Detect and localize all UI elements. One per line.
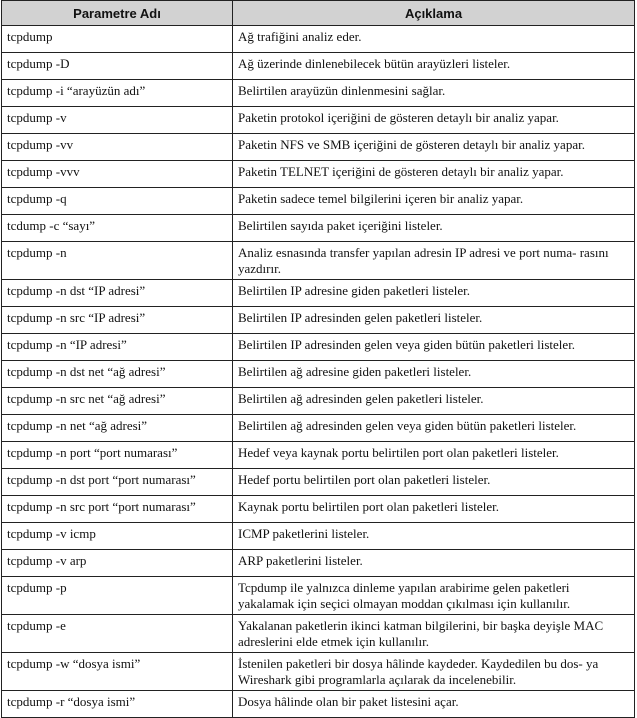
header-parameter-name: Parametre Adı — [2, 1, 233, 26]
table-row — [2, 26, 635, 53]
table-row — [2, 307, 635, 334]
description-cell: ARP paketlerini listeler. — [233, 550, 635, 577]
table-row — [2, 215, 635, 242]
table-row — [2, 53, 635, 80]
description-cell: Tcpdump ile yalnızca dinleme yapılan arabirime gelen paketleri yakalamak için seçici olmayan moddan çıkılması için kullanılır. — [233, 577, 635, 615]
header-description: Açıklama — [233, 1, 635, 26]
parameter-cell: tcpdump -n dst “IP adresi” — [2, 280, 233, 307]
table-row — [2, 188, 635, 215]
parameter-cell: tcpdump -n “IP adresi” — [2, 334, 233, 361]
description-cell: Belirtilen ağ adresine giden paketleri listeler. — [233, 361, 635, 388]
table-row — [2, 653, 635, 691]
description-cell: Ağ trafiğini analiz eder. — [233, 26, 635, 53]
parameter-cell: tcpdump -n port “port numarası” — [2, 442, 233, 469]
table-row — [2, 242, 635, 280]
parameter-cell: tcpdump -p — [2, 577, 233, 615]
description-cell: Ağ üzerinde dinlenebilecek bütün arayüzleri listeler. — [233, 53, 635, 80]
description-cell: Belirtilen arayüzün dinlenmesini sağlar. — [233, 80, 635, 107]
table-row — [2, 615, 635, 653]
table-row — [2, 361, 635, 388]
table-row — [2, 280, 635, 307]
parameter-cell: tcpdump -n src port “port numarası” — [2, 496, 233, 523]
parameter-cell: tcpdump -v — [2, 107, 233, 134]
description-cell: Yakalanan paketlerin ikinci katman bilgilerini, bir başka deyişle MAC adreslerini elde etmek için kullanılır. — [233, 615, 635, 653]
parameter-cell: tcpdump -vv — [2, 134, 233, 161]
description-cell: Belirtilen ağ adresinden gelen paketleri listeler. — [233, 388, 635, 415]
description-cell: Paketin NFS ve SMB içeriğini de gösteren detaylı bir analiz yapar. — [233, 134, 635, 161]
description-cell: Hedef veya kaynak portu belirtilen port olan paketleri listeler. — [233, 442, 635, 469]
table-row — [2, 442, 635, 469]
parameter-cell: tcpdump -i “arayüzün adı” — [2, 80, 233, 107]
table-row — [2, 415, 635, 442]
parameter-cell: tcpdump -q — [2, 188, 233, 215]
description-cell: Belirtilen ağ adresinden gelen veya giden bütün paketleri listeler. — [233, 415, 635, 442]
parameter-cell: tcpdump -v arp — [2, 550, 233, 577]
parameter-cell: tcpdump -n dst port “port numarası” — [2, 469, 233, 496]
description-cell: Belirtilen sayıda paket içeriğini listeler. — [233, 215, 635, 242]
description-cell: Hedef portu belirtilen port olan paketleri listeler. — [233, 469, 635, 496]
table-row — [2, 334, 635, 361]
description-cell: Belirtilen IP adresine giden paketleri listeler. — [233, 280, 635, 307]
table-row — [2, 134, 635, 161]
parameter-cell: tcpdump — [2, 26, 233, 53]
table-row — [2, 80, 635, 107]
table-row — [2, 161, 635, 188]
parameter-cell: tcpdump -n — [2, 242, 233, 280]
description-cell: İstenilen paketleri bir dosya hâlinde kaydeder. Kaydedilen bu dos- ya Wireshark gibi programlarla açılarak da incelenebilir. — [233, 653, 635, 691]
parameter-cell: tcpdump -n net “ağ adresi” — [2, 415, 233, 442]
parameter-cell: tcdump -c “sayı” — [2, 215, 233, 242]
parameter-cell: tcpdump -D — [2, 53, 233, 80]
table-row — [2, 469, 635, 496]
parameter-cell: tcpdump -w “dosya ismi” — [2, 653, 233, 691]
parameter-cell: tcpdump -n src “IP adresi” — [2, 307, 233, 334]
parameter-cell: tcpdump -n dst net “ağ adresi” — [2, 361, 233, 388]
description-cell: Analiz esnasında transfer yapılan adresin IP adresi ve port numa- rasını yazdırır. — [233, 242, 635, 280]
parameter-cell: tcpdump -v icmp — [2, 523, 233, 550]
description-cell: Kaynak portu belirtilen port olan paketleri listeler. — [233, 496, 635, 523]
table-row — [2, 388, 635, 415]
parameter-cell: tcpdump -vvv — [2, 161, 233, 188]
description-cell: Belirtilen IP adresinden gelen paketleri listeler. — [233, 307, 635, 334]
description-cell: Dosya hâlinde olan bir paket listesini açar. — [233, 691, 635, 718]
tcpdump-parameters-table — [1, 0, 635, 718]
description-cell: Paketin TELNET içeriğini de gösteren detaylı bir analiz yapar. — [233, 161, 635, 188]
table-row — [2, 523, 635, 550]
table-row — [2, 691, 635, 718]
description-cell: Paketin sadece temel bilgilerini içeren bir analiz yapar. — [233, 188, 635, 215]
description-cell: Belirtilen IP adresinden gelen veya giden bütün paketleri listeler. — [233, 334, 635, 361]
table-row — [2, 107, 635, 134]
table-row — [2, 496, 635, 523]
parameter-cell: tcpdump -e — [2, 615, 233, 653]
table-header-row — [2, 1, 635, 26]
table-row — [2, 550, 635, 577]
table-row — [2, 577, 635, 615]
description-cell: Paketin protokol içeriğini de gösteren detaylı bir analiz yapar. — [233, 107, 635, 134]
parameter-cell: tcpdump -r “dosya ismi” — [2, 691, 233, 718]
parameter-cell: tcpdump -n src net “ağ adresi” — [2, 388, 233, 415]
description-cell: ICMP paketlerini listeler. — [233, 523, 635, 550]
